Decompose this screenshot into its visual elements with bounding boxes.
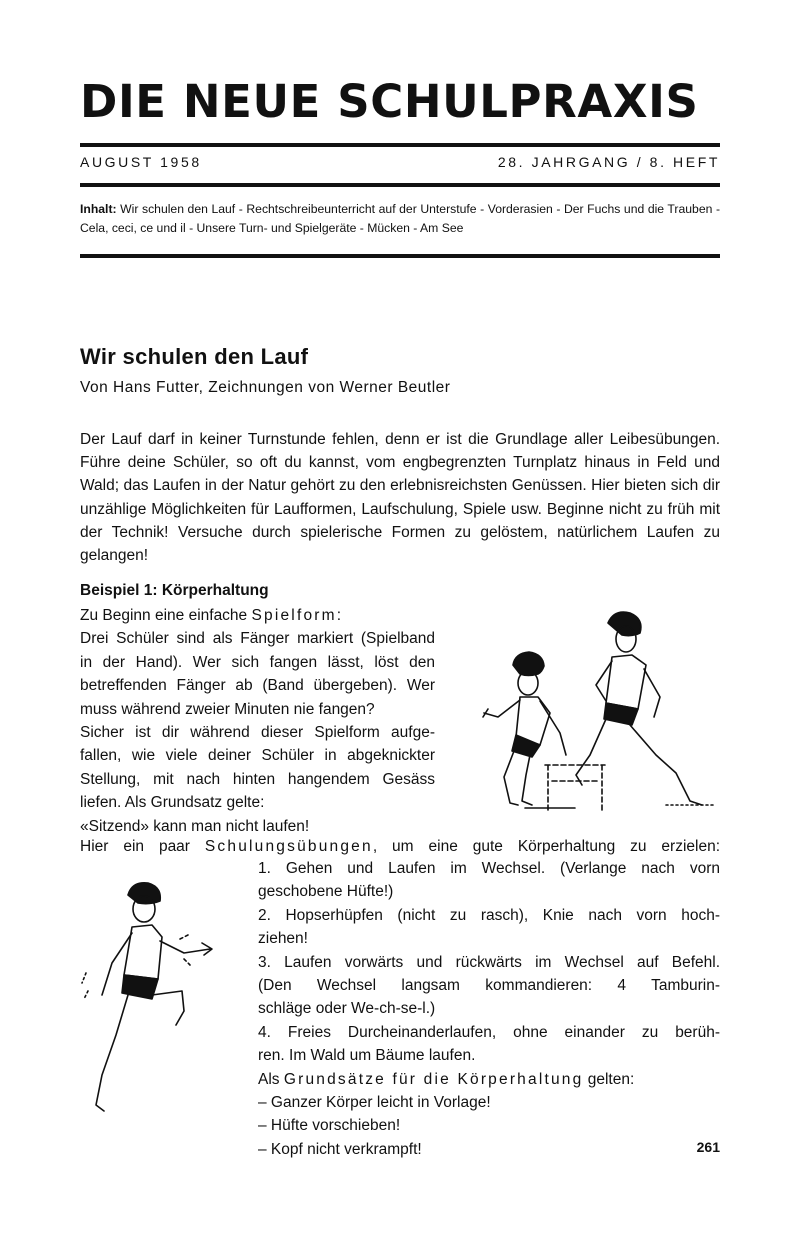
contents-rule [80, 254, 720, 258]
example-line: in der Hand). Wer sich fangen lässt, löst den [80, 653, 435, 671]
exercise-line: Als Grundsätze für die Körperhaltung gelten: [258, 1070, 635, 1088]
lead-line: Hier ein paar Schulungsübungen, um eine gute Körperhaltung zu erzielen: [80, 838, 720, 855]
exercise-line: schläge oder We-ch-se-l.) [258, 1000, 436, 1018]
article-byline: Von Hans Futter, Zeichnungen von Werner Beutler [80, 379, 451, 396]
example-line: Zu Beginn eine einfache Spielform: [80, 607, 342, 624]
issue-date: AUGUST 1958 [80, 154, 202, 170]
exercise-line: 4. Freies Durcheinanderlaufen, ohne einander zu berüh- [258, 1023, 720, 1041]
contents-label: Inhalt: [80, 202, 117, 216]
masthead-rule [80, 143, 720, 147]
contents-text: Wir schulen den Lauf - Rechtschreibeunterricht auf der Unterstufe - Vorderasien - Der Fuchs und die Trauben - Cela, ceci, ce und il - Unsere Turn- und Spielgeräte - Mücken - Am See [80, 202, 721, 235]
exercise-line: – Kopf nicht verkrampft! [258, 1140, 422, 1158]
example-line: Stellung, mit nach hinten hangendem Gesäss [80, 770, 435, 788]
example-line: Drei Schüler sind als Fänger markiert (Spielband [80, 630, 435, 648]
exercises-lead [80, 835, 720, 858]
illustration-hopping-boy [72, 875, 232, 1130]
example-line: betreffenden Fänger ab (Band übergeben). Wer [80, 677, 435, 695]
exercise-line: 3. Laufen vorwärts und rückwärts im Wechsel auf Befehl. [258, 953, 720, 971]
example-line: Sicher ist dir während dieser Spielform aufge- [80, 724, 435, 742]
exercise-line: ziehen! [258, 930, 308, 948]
example-line: «Sitzend» kann man nicht laufen! [80, 817, 310, 835]
page-number: 261 [696, 1139, 720, 1155]
exercise-line: ren. Im Wald um Bäume laufen. [258, 1047, 476, 1065]
example-text [80, 604, 435, 838]
exercise-line: 2. Hopserhüpfen (nicht zu rasch), Knie nach vorn hoch- [258, 906, 720, 924]
example-line: fallen, wie viele deiner Schüler in abgeknickter [80, 747, 435, 765]
exercise-line: geschobene Hüfte!) [258, 883, 394, 901]
intro-paragraph: Der Lauf darf in keiner Turnstunde fehlen, denn er ist die Grundlage aller Leibesübungen. Führe deine Schüler, so oft du kannst, vom engbegrenzten Turnplatz hinaus in Feld und Wald; das Laufen in der Natur gehört zu den erlebnisreichsten Genüssen. Hier bieten sich dir unzählige Möglichkeiten für Laufformen, Laufschulung, Spiele usw. Beginne nicht zu früh mit der Technik! Versuche durch spielerische Formen zu gelöstem, natürlichem Laufen zu gelangen! [80, 431, 720, 565]
example-line: liefen. Als Grundsatz gelte: [80, 794, 265, 812]
page [80, 0, 720, 1235]
issue-line [80, 151, 720, 173]
illustration-running-boys [480, 605, 725, 820]
section-heading: Beispiel 1: Körperhaltung [80, 582, 269, 599]
table-of-contents [80, 200, 720, 238]
exercise-line: – Ganzer Körper leicht in Vorlage! [258, 1094, 491, 1112]
magazine-title: DIE NEUE SCHULPRAXIS [80, 75, 699, 128]
issue-rule [80, 183, 720, 187]
example-line: muss während zweier Minuten nie fangen? [80, 700, 375, 718]
exercise-line: 1. Gehen und Laufen im Wechsel. (Verlange nach vorn [258, 860, 720, 877]
article-title: Wir schulen den Lauf [80, 344, 309, 369]
exercise-line: – Hüfte vorschieben! [258, 1117, 401, 1135]
issue-number: 28. JAHRGANG / 8. HEFT [497, 154, 720, 170]
exercise-line: (Den Wechsel langsam kommandieren: 4 Tamburin- [258, 977, 720, 995]
exercise-list [258, 857, 720, 1161]
